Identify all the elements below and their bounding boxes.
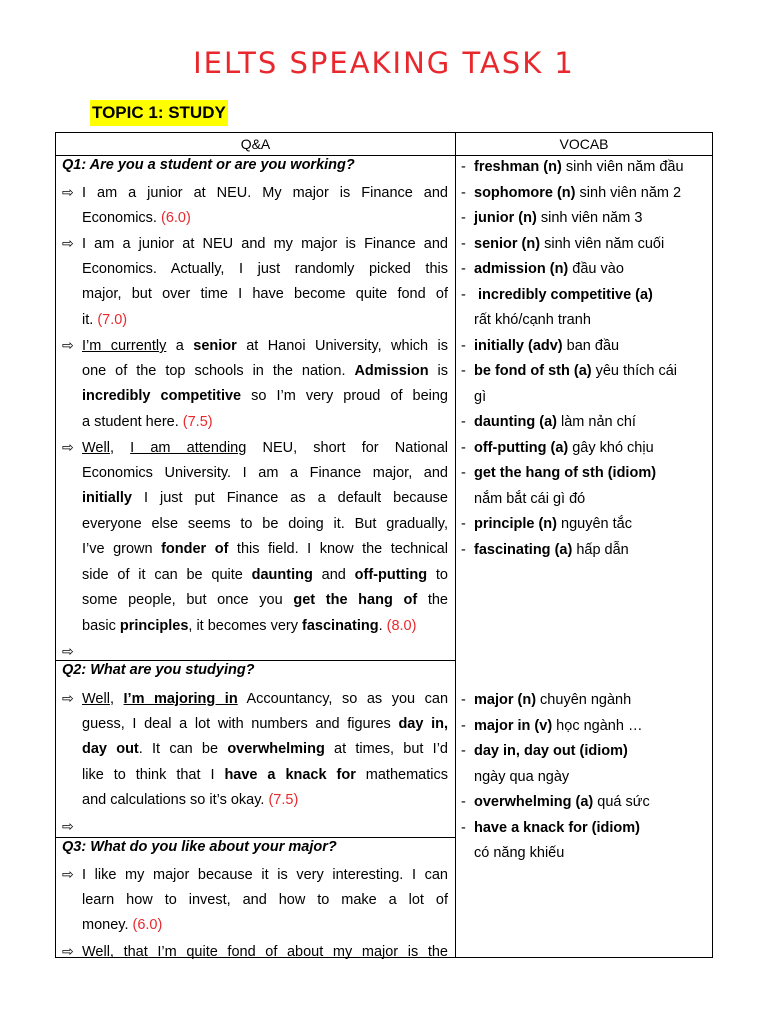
vocab-term: off-putting (a)	[474, 439, 569, 456]
page-title: IELTS SPEAKING TASK 1	[193, 46, 575, 80]
answer-line	[62, 308, 448, 334]
answer-line	[62, 614, 448, 640]
answer-line	[62, 410, 448, 436]
answer-text: and calculations so it’s okay.	[82, 792, 265, 808]
vocab-highlight: fonder of	[161, 541, 229, 557]
row-divider	[56, 660, 455, 661]
answer-line	[62, 333, 448, 359]
answer-line	[62, 939, 448, 965]
vocab-item-continued	[461, 841, 711, 867]
answer-line	[62, 231, 448, 257]
dash-bullet: -	[461, 286, 466, 303]
vocab-item	[461, 155, 711, 181]
answer-text: Accountancy, so as you can	[237, 691, 448, 707]
vocab-definition: sinh viên năm đầu	[561, 159, 684, 175]
band-score: (8.0)	[386, 617, 417, 634]
question-text: : What are you studying?	[81, 662, 255, 678]
vocab-item	[461, 688, 711, 714]
answer-text: . It can be	[138, 741, 228, 757]
answer-text: money.	[82, 917, 129, 933]
question-number: Q3	[62, 839, 82, 855]
arrow-icon: ⇨	[62, 235, 74, 251]
arrow-icon: ⇨	[62, 866, 74, 882]
vocab-definition: sinh viên năm cuối	[540, 235, 665, 252]
vocab-term: admission (n)	[474, 261, 569, 277]
vocab-item-continued	[461, 385, 711, 411]
vocab-highlight: get the hang of	[293, 592, 418, 608]
answer-line	[62, 862, 448, 888]
question-1	[62, 157, 355, 173]
answer-text: so I’m very proud of being	[241, 388, 448, 404]
vocab-term: day in, day out (idiom)	[474, 743, 628, 759]
vocab-highlight: have a knack for	[224, 766, 356, 783]
arrow-icon: ⇨	[62, 184, 74, 200]
arrow-icon: ⇨	[62, 337, 74, 353]
vocab-highlight: senior	[193, 338, 237, 354]
dash-bullet: -	[461, 692, 466, 708]
vocab-highlight: principles	[119, 617, 189, 634]
answer-line	[62, 206, 448, 232]
arrow-icon: ⇨	[62, 643, 74, 659]
vocab-term: senior (n)	[474, 235, 541, 252]
answer-text: and	[312, 566, 355, 583]
answer-line	[62, 888, 448, 914]
answer-line	[62, 180, 448, 206]
dash-bullet: -	[461, 717, 466, 734]
answer-text: it.	[82, 311, 94, 328]
vocab-term: major in (v)	[474, 717, 553, 734]
vocab-item-continued	[461, 765, 711, 791]
dash-bullet: -	[461, 743, 466, 759]
band-score: (7.5)	[182, 413, 213, 430]
vocab-item	[461, 181, 711, 207]
q3-answers	[62, 862, 448, 964]
answer-line	[62, 913, 448, 939]
dash-bullet: -	[461, 516, 466, 532]
phrase: Well	[82, 440, 110, 456]
vocab-item	[461, 410, 711, 436]
vocab-definition: sinh viên năm 3	[536, 210, 643, 226]
vocab-item	[461, 512, 711, 538]
answer-text: at Hanoi University, which is	[236, 338, 448, 354]
phrase: I’m majoring in	[123, 691, 238, 707]
vocab-definition: hấp dẫn	[572, 541, 629, 558]
vocab-definition: ban đầu	[562, 337, 620, 354]
vocab-term: be fond of sth (a)	[474, 363, 592, 379]
vocab-highlight: initially	[82, 490, 132, 506]
vocab-definition: ngày qua ngày	[474, 768, 570, 785]
answer-text: ,	[109, 691, 124, 707]
answer-line	[62, 588, 448, 614]
band-score: (7.5)	[268, 792, 299, 808]
answer-text: one of the top schools in the nation.	[82, 362, 355, 379]
vocab-term: overwhelming (a)	[474, 794, 594, 810]
answer-line	[62, 486, 448, 512]
question-3	[62, 839, 337, 855]
dash-bullet: -	[461, 184, 466, 201]
answer-text: NEU, short for National	[246, 440, 448, 456]
vocab-term: major (n)	[474, 692, 537, 708]
arrow-icon: ⇨	[62, 942, 74, 959]
vocab-definition: có năng khiếu	[474, 845, 565, 861]
vocab-list-2	[461, 688, 711, 867]
vocab-highlight: fascinating	[302, 617, 379, 634]
answer-line	[62, 563, 448, 589]
vocab-item-continued	[461, 308, 711, 334]
answer-text: I’ve grown	[82, 541, 162, 557]
phrase: Well	[82, 691, 110, 707]
answer-text: everyone else seems to be doing it. But gradually,	[82, 515, 448, 532]
dash-bullet: -	[461, 819, 466, 836]
answer-line	[62, 712, 448, 738]
phrase: I’m currently	[82, 338, 167, 354]
vocab-highlight: off-putting	[354, 566, 428, 583]
answer-text: a student here.	[82, 413, 179, 430]
answer-text: some people, but once you	[82, 592, 294, 608]
vocab-item	[461, 206, 711, 232]
question-number: Q1	[62, 157, 82, 173]
dash-bullet: -	[461, 465, 466, 481]
arrow-icon: ⇨	[62, 690, 74, 706]
vocab-definition: gì	[474, 388, 487, 405]
answer-text: to	[427, 566, 448, 583]
answer-text: I am a junior at NEU and my major is Finance and	[82, 236, 448, 252]
answer-text: guess, I deal a lot with numbers and figures	[82, 715, 399, 732]
answer-line	[62, 282, 448, 308]
question-2	[62, 662, 255, 678]
answer-line	[62, 537, 448, 563]
answer-text: I just put Finance as a default because	[131, 490, 448, 506]
answer-line	[62, 257, 448, 283]
band-score: (6.0)	[132, 917, 163, 933]
vocab-term: fascinating (a)	[474, 541, 573, 558]
answer-line	[62, 512, 448, 538]
vocab-definition: chuyên ngành	[536, 692, 632, 708]
answer-text: .	[378, 617, 383, 634]
vocab-definition: yêu thích cái	[591, 363, 678, 379]
answer-text: Economics.	[82, 209, 157, 226]
vocab-definition: gây khó chịu	[568, 439, 654, 456]
dash-bullet: -	[461, 337, 466, 354]
answer-line	[62, 763, 448, 789]
answer-line-empty	[62, 814, 448, 840]
vocab-term: have a knack for (idiom)	[474, 819, 640, 836]
answer-text: is	[428, 362, 448, 379]
vocab-highlight: overwhelming	[227, 741, 325, 757]
header-vocab: VOCAB	[559, 136, 609, 152]
vocab-item	[461, 436, 711, 462]
answer-line	[62, 359, 448, 385]
vocab-term: principle (n)	[474, 516, 557, 532]
topic-heading: TOPIC 1: STUDY	[90, 100, 228, 126]
vocab-item	[461, 816, 711, 842]
vocab-definition: quá sức	[593, 794, 650, 810]
answer-line	[62, 384, 448, 410]
arrow-icon: ⇨	[62, 439, 74, 455]
phrase: I am attending	[130, 440, 247, 456]
answer-text: ,	[109, 440, 131, 456]
vocab-definition: làm nản chí	[556, 414, 636, 430]
vocab-item	[461, 232, 711, 258]
header-qa: Q&A	[240, 136, 271, 152]
dash-bullet: -	[461, 159, 466, 175]
answer-text: I like my major because it is very interesting. I can	[82, 867, 448, 883]
vocab-definition: sinh viên năm 2	[575, 184, 682, 201]
answer-text: I am a junior at NEU. My major is Finance and	[82, 185, 448, 201]
dash-bullet: -	[461, 541, 466, 558]
vocab-item	[461, 257, 711, 283]
question-text: : Are you a student or are you working?	[81, 157, 355, 173]
vocab-item	[461, 359, 711, 385]
dash-bullet: -	[461, 235, 466, 252]
answer-text: like to think that I	[82, 766, 225, 783]
vocab-term: freshman (n)	[474, 159, 562, 175]
vocab-list-1	[461, 155, 711, 563]
vocab-item-continued	[461, 487, 711, 513]
vocab-item	[461, 538, 711, 564]
vocab-term: get the hang of sth (idiom)	[474, 465, 657, 481]
vocab-term: daunting (a)	[474, 414, 557, 430]
arrow-icon: ⇨	[62, 817, 74, 834]
row-divider	[56, 837, 455, 838]
vocab-definition: học ngành …	[552, 717, 643, 734]
answer-line	[62, 788, 448, 814]
dash-bullet: -	[461, 414, 466, 430]
answer-text: at times, but I’d	[324, 741, 448, 757]
answer-text: Economics. Actually, I just randomly picked this	[82, 260, 448, 277]
vocab-highlight: daunting	[251, 566, 313, 583]
answer-text: this field. I know the technical	[228, 541, 448, 557]
vocab-item	[461, 334, 711, 360]
answer-text: major, but over time I have become quite fond of	[82, 286, 448, 302]
vocab-item	[461, 790, 711, 816]
dash-bullet: -	[461, 261, 466, 277]
dash-bullet: -	[461, 794, 466, 810]
question-text: : What do you like about your major?	[81, 839, 337, 855]
answer-text: learn how to invest, and how to make a lot of	[82, 891, 448, 908]
vocab-highlight: Admission	[354, 362, 429, 379]
answer-line	[62, 435, 448, 461]
answer-line	[62, 737, 448, 763]
answer-text: side of it can be quite	[82, 566, 252, 583]
vocab-term: initially (adv)	[474, 337, 563, 354]
answer-line	[62, 686, 448, 712]
answer-text: basic	[82, 617, 120, 634]
vocab-definition: rất khó/cạnh tranh	[474, 312, 591, 328]
vocab-item	[461, 714, 711, 740]
dash-bullet: -	[461, 439, 466, 456]
answer-text: the	[417, 592, 448, 608]
vocab-item	[461, 283, 711, 309]
band-score: (6.0)	[160, 209, 191, 226]
qa-vocab-table	[55, 132, 713, 958]
question-number: Q2	[62, 662, 82, 678]
vocab-highlight: day out	[82, 741, 139, 757]
answer-text: mathematics	[355, 766, 448, 783]
vocab-highlight: incredibly competitive	[82, 388, 242, 404]
answer-text: a	[166, 338, 194, 354]
band-score: (7.0)	[97, 311, 128, 328]
answer-text: Economics University. I am a Finance major, and	[82, 464, 448, 481]
vocab-definition: đầu vào	[568, 261, 624, 277]
vocab-term: incredibly competitive (a)	[474, 286, 653, 303]
vocab-item	[461, 739, 711, 765]
answer-text: , it becomes very	[188, 617, 303, 634]
column-divider	[455, 133, 456, 957]
dash-bullet: -	[461, 363, 466, 379]
vocab-definition: nắm bắt cái gì đó	[474, 490, 586, 507]
answer-text: Well, that I’m quite fond of about my major is the	[82, 943, 448, 960]
q2-answers	[62, 686, 448, 839]
dash-bullet: -	[461, 210, 466, 226]
answer-line	[62, 461, 448, 487]
vocab-term: sophomore (n)	[474, 184, 576, 201]
vocab-highlight: day in,	[398, 715, 448, 732]
q1-answers	[62, 180, 448, 665]
vocab-term: junior (n)	[474, 210, 537, 226]
vocab-definition: nguyên tắc	[556, 516, 632, 532]
vocab-item	[461, 461, 711, 487]
